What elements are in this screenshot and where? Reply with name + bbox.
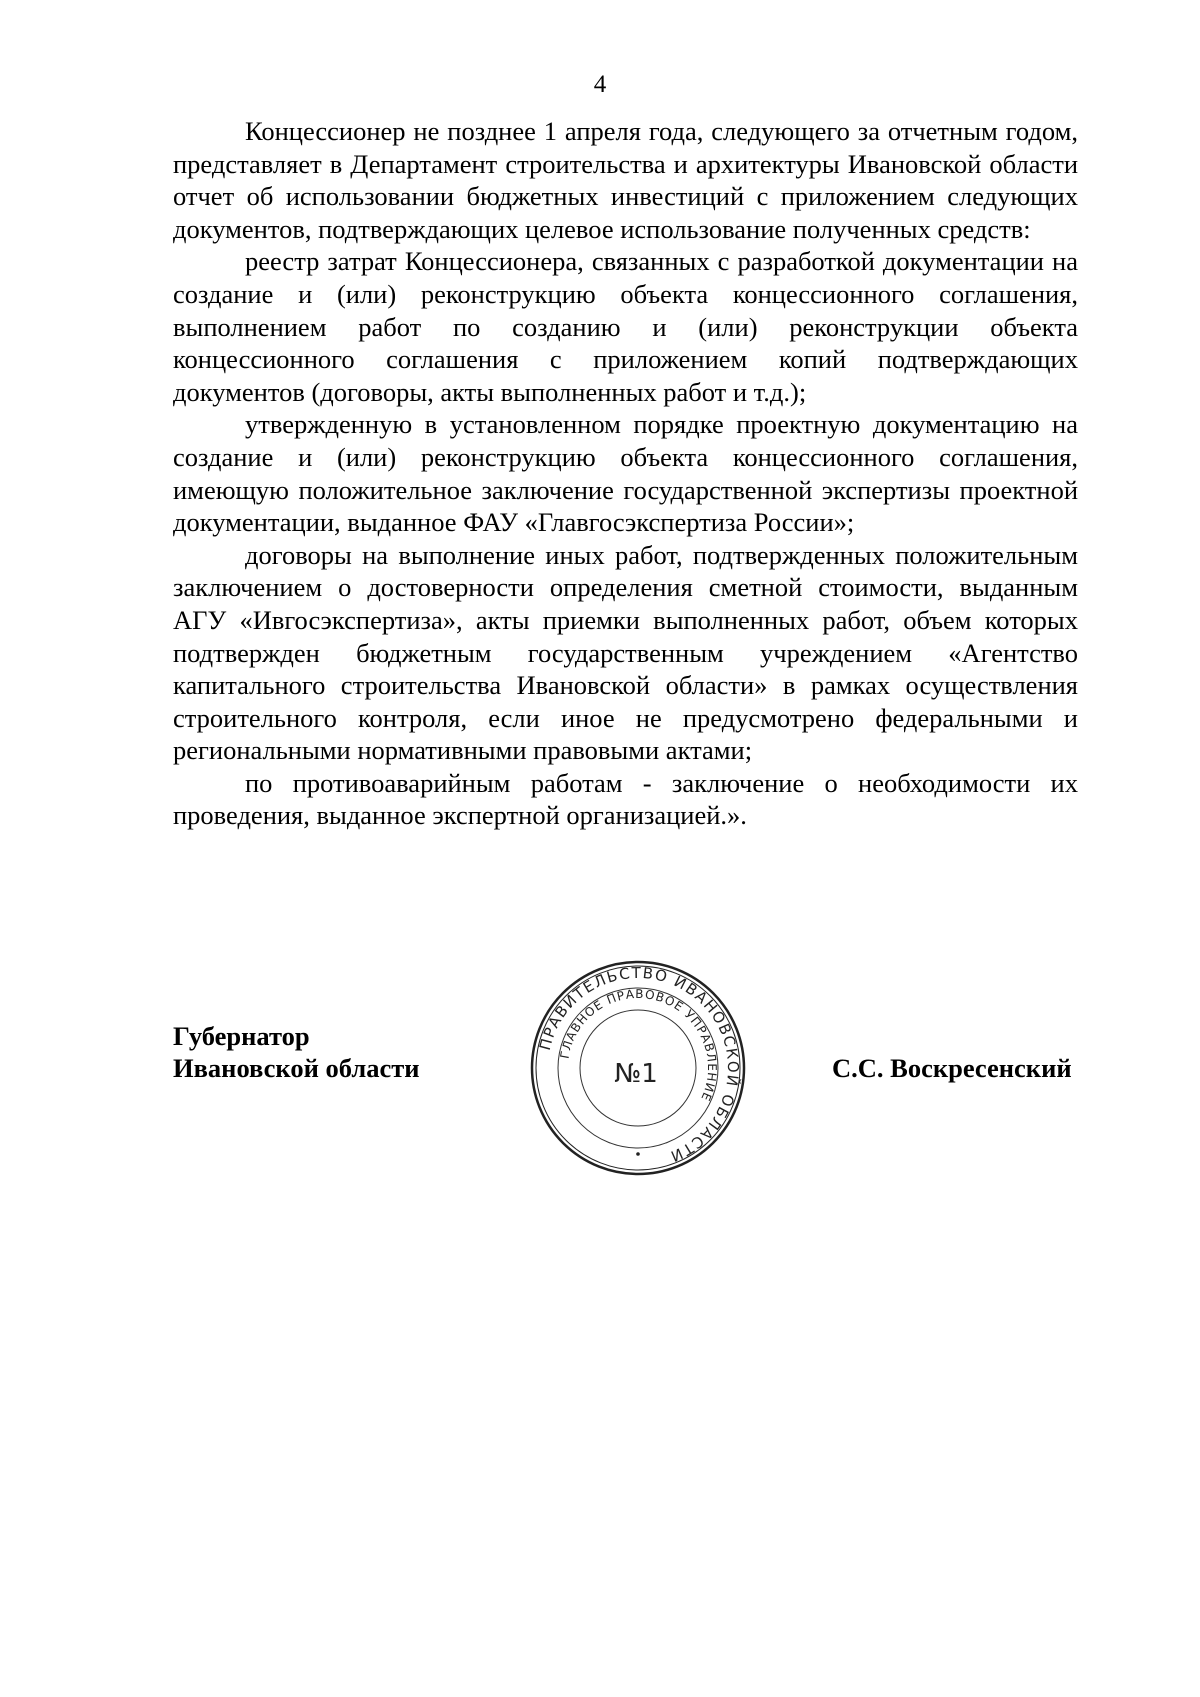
paragraph-other-works-contracts: договоры на выполнение иных работ, подтвержденных положительным заключением о достоверности определения сметной стоимости, выданным АГУ «Ивгосэкспертиза», акты приемки выполненных работ, объем которых подтвержден бюджетным государственным учреждением «Агентство капитального строительства Ивановской области» в рамках осуществления строительного контроля, если иное не предусмотрено федеральными и региональными нормативными правовыми актами; [173, 539, 1078, 766]
stamp-outer-text: ПРАВИТЕЛЬСТВО ИВАНОВСКОЙ ОБЛАСТИ [535, 963, 743, 1166]
page-number: 4 [593, 71, 607, 98]
official-stamp [528, 958, 748, 1178]
stamp-inner-text: ГЛАВНОЕ ПРАВОВОЕ УПРАВЛЕНИЕ [557, 986, 720, 1104]
signatory-title [173, 1020, 420, 1084]
paragraph-cost-register: реестр затрат Концессионера, связанных с разработкой документации на создание и (или) реконструкцию объекта концессионного соглашения, выполнением работ по созданию и (или) реконструкции объекта концессионного соглашения с приложением копий подтверждающих документов (договоры, акты выполненных работ и т.д.); [173, 246, 1078, 407]
paragraph-emergency-works: по противоаварийным работам - заключение о необходимости их проведения, выданное экспертной организацией.». [173, 767, 1078, 831]
signatory-name: С.С. Воскресенский [832, 1053, 1072, 1083]
signatory-title-line1: Губернатор [173, 1021, 310, 1051]
signatory-title-line2: Ивановской области [173, 1053, 420, 1083]
paragraph-report-requirement: Концессионер не позднее 1 апреля года, следующего за отчетным годом, представляет в Департамент строительства и архитектуры Ивановской области отчет об использовании бюджетных инвестиций с приложением следующих документов, подтверждающих целевое использование полученных средств: [173, 116, 1078, 244]
paragraph-project-documentation: утвержденную в установленном порядке проектную документацию на создание и (или) реконструкцию объекта концессионного соглашения, имеющую положительное заключение государственной экспертизы проектной документации, выданное ФАУ «Главгосэкспертиза России»; [173, 409, 1078, 538]
document-body [173, 115, 1078, 832]
stamp-center-text: №1 [614, 1059, 658, 1089]
